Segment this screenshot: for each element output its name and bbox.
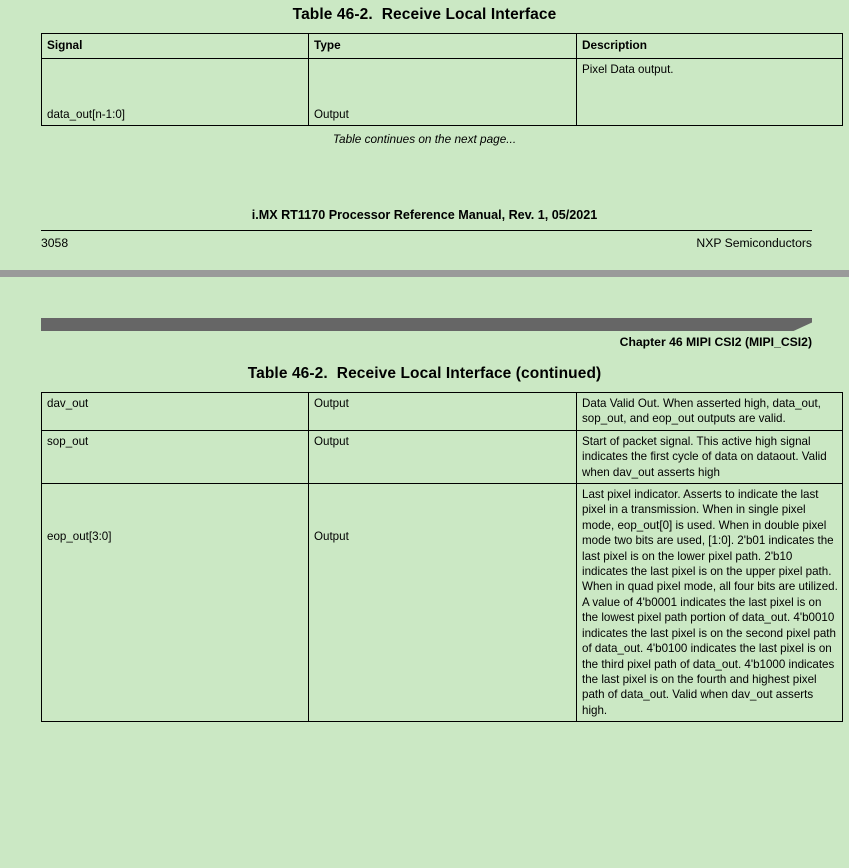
cell-signal: dav_out [42, 393, 309, 431]
chapter-banner [41, 318, 812, 331]
cell-type: Output [309, 393, 577, 431]
table-caption-title-continued: Receive Local Interface (continued) [336, 365, 602, 382]
cell-type: Output [309, 484, 577, 722]
page-two-table-caption [0, 365, 849, 383]
cell-description: Data Valid Out. When asserted high, data_out, sop_out, and eop_out outputs are valid. [577, 393, 843, 431]
chapter-header: Chapter 46 MIPI CSI2 (MIPI_CSI2) [619, 335, 812, 349]
cell-signal: eop_out[3:0] [42, 484, 309, 722]
column-header-type: Type [309, 34, 577, 59]
footer-row [41, 231, 812, 250]
column-header-description: Description [577, 34, 843, 59]
footer-manual-title: i.MX RT1170 Processor Reference Manual, Rev. 1, 05/2021 [251, 208, 598, 223]
table-row [42, 484, 843, 722]
table-row [42, 430, 843, 483]
page-separator [0, 270, 849, 277]
cell-type: Output [309, 58, 577, 125]
table-caption-title: Receive Local Interface [381, 6, 557, 23]
table-continues-note: Table continues on the next page... [332, 132, 517, 147]
table-header-row [42, 34, 843, 59]
table-caption-label: Table 46-2. [292, 6, 373, 23]
cell-signal: sop_out [42, 430, 309, 483]
cell-description: Last pixel indicator. Asserts to indicate the last pixel in a transmission. When in single pixel mode, eop_out[0] is used. When in double pixel mode two bits are used, [1:0]. 2'b01 indicates the last pixel is on the lower pixel path. 2'b10 indicates the last pixel is on the upper pixel path. When in quad pixel mode, all four bits are utilized. A value of 4'b0001 indicates the last pixel is on the lowest pixel path portion of data_out. 4'b0010 indicates the last pixel is on the second pixel path of data_out. 4'b0100 indicates the last pixel is on the third pixel path of data_out. 4'b1000 indicates the last pixel is on the fourth and highest pixel path of data_out. Valid when dav_out asserts high. [577, 484, 843, 722]
column-header-signal: Signal [42, 34, 309, 59]
cell-description: Pixel Data output. [577, 58, 843, 125]
footer-page-number: 3058 [41, 236, 69, 251]
receive-local-interface-table-continued [41, 392, 843, 722]
table-row [42, 393, 843, 431]
receive-local-interface-table [41, 33, 843, 126]
cell-description: Start of packet signal. This active high signal indicates the first cycle of data on dataout. Valid when dav_out asserts high [577, 430, 843, 483]
table-row [42, 58, 843, 125]
cell-type: Output [309, 430, 577, 483]
page-two [0, 277, 849, 868]
page-one [0, 0, 849, 270]
cell-signal: data_out[n-1:0] [42, 58, 309, 125]
footer-company: NXP Semiconductors [696, 236, 812, 251]
table-caption-label-continued: Table 46-2. [247, 365, 328, 382]
page-one-table-caption [0, 6, 849, 24]
